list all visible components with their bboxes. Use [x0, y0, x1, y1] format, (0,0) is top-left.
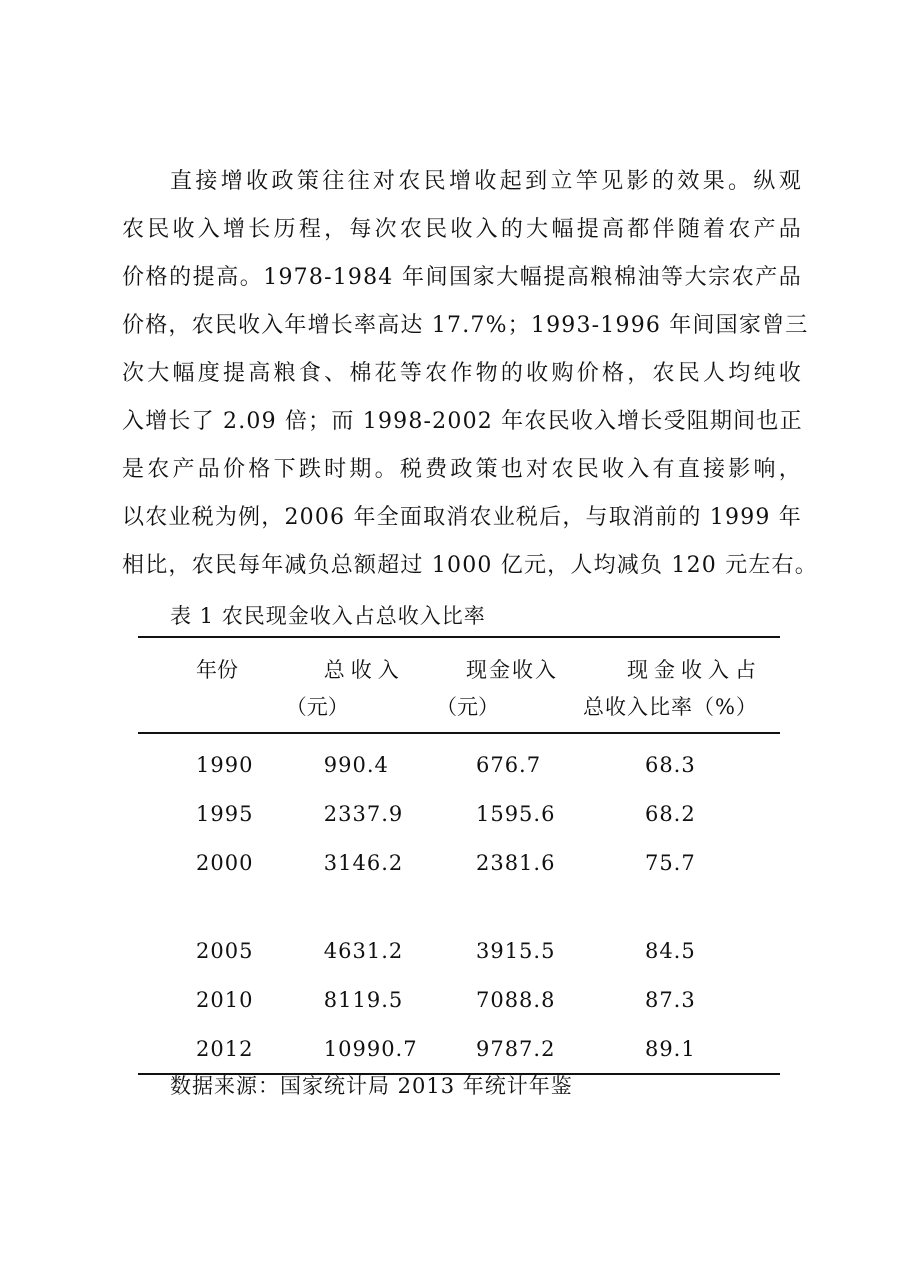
table-header-row: [138, 637, 780, 686]
paragraph-line: 价格的提高。1978-1984 年间国家大幅提高粮棉油等大宗农产品: [122, 265, 802, 290]
cell-cash: 1595.6: [475, 801, 556, 826]
cell-cash: 7088.8: [475, 987, 556, 1012]
paragraph-line: 次大幅度提高粮食、棉花等农作物的收购价格，农民人均纯收: [122, 361, 802, 386]
cell-year: 2005: [196, 938, 254, 963]
cell-ratio: 87.3: [644, 987, 696, 1012]
cell-ratio: 75.7: [644, 851, 696, 875]
header-ratio-unit: 总收入比率（%）: [577, 686, 780, 733]
cell-cash: 676.7: [475, 752, 542, 777]
cell-cash: 2381.6: [475, 851, 556, 875]
table-header-row: [138, 686, 780, 733]
table-row: [138, 838, 780, 926]
paragraph-line: 相比，农民每年减负总额超过 1000 亿元，人均减负 120 元左右。: [122, 553, 818, 578]
cell-year: 1990: [196, 752, 254, 777]
header-year-blank: [138, 686, 284, 733]
table-row: [138, 1024, 780, 1074]
header-total: 总收入: [284, 637, 436, 686]
cell-total: 2337.9: [323, 801, 404, 826]
cell-year: 2000: [196, 851, 254, 875]
table-caption: 表 1 农民现金收入占总收入比率: [170, 604, 486, 628]
cell-total: 4631.2: [323, 938, 404, 963]
cell-ratio: 84.5: [644, 938, 696, 963]
cell-total: 3146.2: [323, 851, 404, 875]
cell-ratio: 68.2: [644, 801, 696, 826]
table-source-note: 数据来源：国家统计局 2013 年统计年鉴: [170, 1074, 573, 1098]
paragraph-line: 以农业税为例，2006 年全面取消农业税后，与取消前的 1999 年: [122, 505, 802, 530]
paragraph-line: 价格，农民收入年增长率高达 17.7%；1993-1996 年间国家曾三: [122, 313, 809, 338]
cell-year: 2010: [196, 987, 254, 1012]
table-row: [138, 926, 780, 975]
paragraph-line: 直接增收政策往往对农民增收起到立竿见影的效果。纵观: [170, 169, 802, 194]
table-row: [138, 733, 780, 789]
cell-ratio: 89.1: [577, 1024, 780, 1074]
body-paragraph: [122, 158, 818, 590]
cell-year: 2012: [138, 1024, 284, 1074]
header-total-unit: （元）: [284, 686, 436, 733]
cell-cash: 9787.2: [436, 1024, 577, 1074]
cell-cash: 3915.5: [475, 938, 556, 963]
cell-year: 1995: [196, 801, 254, 826]
header-cash-unit: （元）: [436, 686, 577, 733]
cell-ratio: 68.3: [644, 752, 696, 777]
header-ratio: 现金收入占: [577, 637, 780, 686]
cell-total: 990.4: [323, 752, 389, 777]
cell-total: 10990.7: [284, 1024, 436, 1074]
paragraph-line: 是农产品价格下跌时期。税费政策也对农民收入有直接影响，: [122, 457, 802, 482]
paragraph-line: 农民收入增长历程，每次农民收入的大幅提高都伴随着农产品: [122, 217, 802, 242]
table-row: [138, 789, 780, 838]
paragraph-line: 入增长了 2.09 倍；而 1998-2002 年农民收入增长受阻期间也正: [122, 409, 803, 434]
data-table: [138, 636, 780, 1075]
header-year: 年份: [138, 637, 284, 686]
table-row: [138, 975, 780, 1024]
cell-total: 8119.5: [323, 987, 404, 1012]
header-cash: 现金收入: [436, 637, 577, 686]
